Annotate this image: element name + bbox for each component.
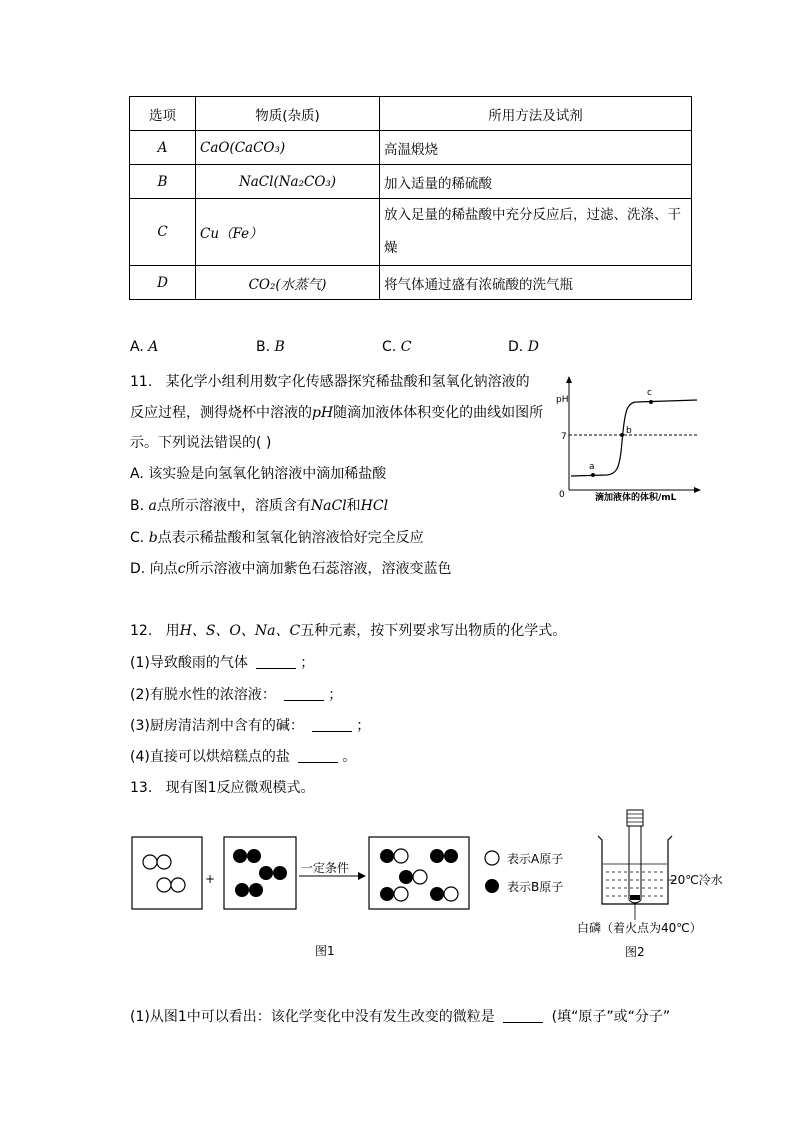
table-row xyxy=(130,165,692,199)
legend-b-icon xyxy=(485,879,499,893)
ph-graph xyxy=(555,372,705,504)
table-cell: 加入适量的稀硫酸 xyxy=(380,165,692,199)
choice-d: D. D xyxy=(508,339,539,355)
choice-a: A. A xyxy=(130,339,159,355)
b-atom xyxy=(233,849,247,863)
q11-option-d: D. 向点c所示溶液中滴加紫色石蕊溶液，溶液变蓝色 xyxy=(130,561,452,577)
phosphorus-label: 白磷（着火点为40℃） xyxy=(577,921,702,935)
q12-item-1: (1)导致酸雨的气体 ； xyxy=(130,655,315,671)
x-axis-label: 滴加液体的体积/mL xyxy=(595,493,677,503)
b-atom xyxy=(380,887,394,901)
options-table xyxy=(129,96,692,300)
table-cell: B xyxy=(130,165,196,199)
point-c xyxy=(649,400,653,404)
figure-1-caption: 图1 xyxy=(315,944,335,958)
q13-stem: 13. 现有图1反应微观模式。 xyxy=(130,780,315,796)
a-atom xyxy=(394,849,408,863)
a-atom xyxy=(394,887,408,901)
q12-item-4: (4)直接可以烘焙糕点的盐 。 xyxy=(130,749,357,765)
reaction-arrow-head xyxy=(358,872,366,880)
plus-sign: + xyxy=(205,872,216,886)
point-b-label: b xyxy=(626,426,632,436)
table-cell xyxy=(380,199,692,266)
a-atom xyxy=(413,870,427,884)
b-atom xyxy=(259,866,273,880)
table-cell: Cu（Fe） xyxy=(196,199,380,266)
point-b xyxy=(620,433,624,437)
reactant-box-1 xyxy=(132,837,202,909)
point-a xyxy=(591,473,595,477)
answer-blank[interactable] xyxy=(284,688,324,701)
q11-option-b: B. a点所示溶液中，溶质含有NaCl和HCl xyxy=(130,498,389,514)
choice-b: B. B xyxy=(256,339,285,355)
legend-b-label: 表示B原子 xyxy=(507,880,564,894)
table-row xyxy=(130,266,692,300)
q11-option-a: A. 该实验是向氢氧化钠溶液中滴加稀盐酸 xyxy=(130,466,387,482)
table-row xyxy=(130,199,692,266)
table-cell: CaO(CaCO₃) xyxy=(196,131,380,165)
x-axis-arrow xyxy=(694,487,701,493)
b-atom xyxy=(249,883,263,897)
a-atom xyxy=(143,855,157,869)
y-axis-label: pH xyxy=(556,395,569,405)
table-cell: A xyxy=(130,131,196,165)
table-row xyxy=(130,131,692,165)
q12-item-2: (2)有脱水性的浓溶液： ； xyxy=(130,687,343,703)
white-phosphorus xyxy=(630,895,640,900)
b-atom xyxy=(444,849,458,863)
q13-sub1: (1)从图1中可以看出：该化学变化中没有发生改变的微粒是 (填“原子”或“分子” xyxy=(130,1009,671,1025)
q11-stem-line2: 反应过程，测得烧杯中溶液的pH随滴加液体体积变化的曲线如图所 xyxy=(130,405,544,421)
b-atom xyxy=(430,887,444,901)
b-atom xyxy=(235,883,249,897)
reaction-condition: 一定条件 xyxy=(301,861,350,875)
answer-blank[interactable] xyxy=(298,750,338,763)
q12-stem: 12. 用H、S、O、Na、C五种元素，按下列要求写出物质的化学式。 xyxy=(130,623,567,639)
point-c-label: c xyxy=(647,388,652,398)
y-axis-arrow xyxy=(566,376,572,383)
table-cell: 将气体通过盛有浓硫酸的洗气瓶 xyxy=(380,266,692,300)
water-label: 20℃冷水 xyxy=(670,873,723,887)
table-cell: C xyxy=(130,199,196,266)
legend-a-label: 表示A原子 xyxy=(507,852,564,866)
b-atom xyxy=(399,870,413,884)
b-atom xyxy=(430,849,444,863)
figure-2-caption: 图2 xyxy=(625,945,645,959)
a-atom xyxy=(157,878,171,892)
origin-label: 0 xyxy=(559,490,565,500)
b-atom xyxy=(273,866,287,880)
ref-tick-label: 7 xyxy=(561,432,567,442)
q12-item-3: (3)厨房清洁剂中含有的碱： ； xyxy=(130,718,371,734)
q11-stem-line3: 示。下列说法错误的( ) xyxy=(130,435,272,451)
table-cell: D xyxy=(130,266,196,300)
figure-1 xyxy=(128,832,578,962)
table-header: 物质(杂质) xyxy=(196,97,380,131)
point-a-label: a xyxy=(589,462,595,472)
b-atom xyxy=(247,849,261,863)
legend-a-icon xyxy=(485,851,499,865)
table-header: 选项 xyxy=(130,97,196,131)
answer-blank[interactable] xyxy=(503,1010,543,1023)
q11-stem-line1: 11. 某化学小组利用数字化传感器探究稀盐酸和氢氧化钠溶液的 xyxy=(130,374,530,390)
figure-2 xyxy=(572,806,724,962)
table-cell-line: 放入足量的稀盐酸中充分反应后，过滤、洗涤、干 xyxy=(384,207,681,223)
a-atom xyxy=(157,855,171,869)
table-cell: NaCl(Na₂CO₃) xyxy=(196,165,380,199)
table-header: 所用方法及试剂 xyxy=(380,97,692,131)
b-atom xyxy=(380,849,394,863)
a-atom xyxy=(171,878,185,892)
table-cell-line: 燥 xyxy=(384,240,398,256)
a-atom xyxy=(444,887,458,901)
answer-blank[interactable] xyxy=(256,656,296,669)
table-cell: CO₂(水蒸气) xyxy=(196,266,380,300)
table-cell: 高温煅烧 xyxy=(380,131,692,165)
q11-option-c: C. b点表示稀盐酸和氢氧化钠溶液恰好完全反应 xyxy=(130,530,424,546)
choice-c: C. C xyxy=(382,339,412,355)
answer-blank[interactable] xyxy=(312,719,352,732)
